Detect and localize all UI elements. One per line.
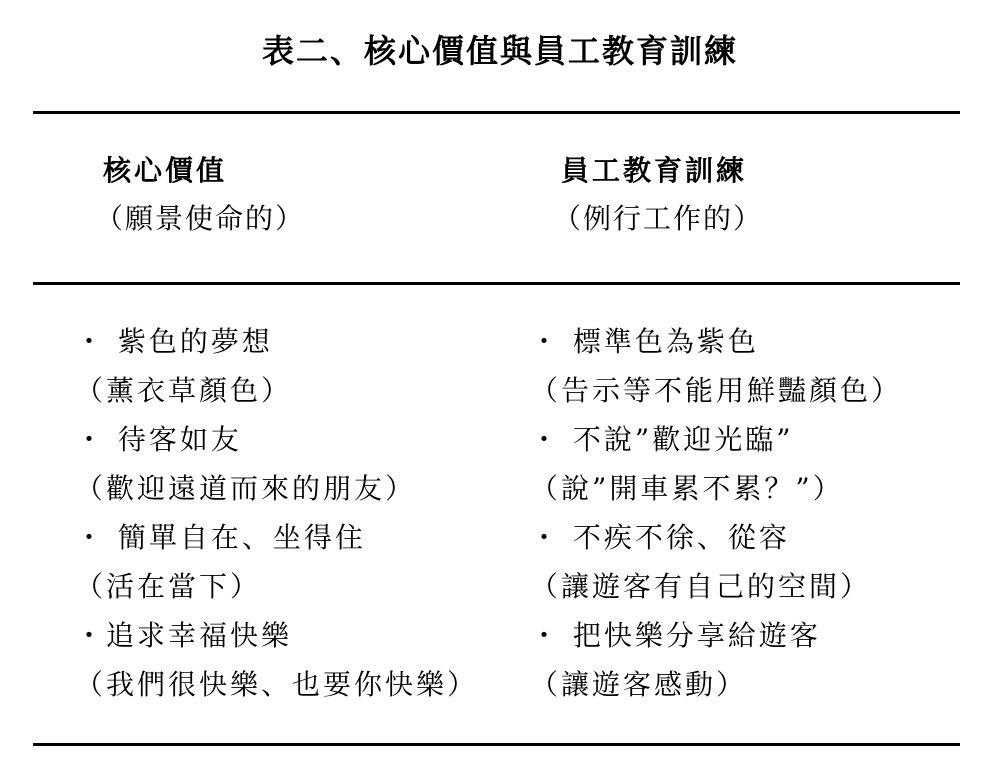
list-item: （活在當下） <box>75 570 262 603</box>
header-staff-training <box>553 154 763 236</box>
list-item: ・ 把快樂分享給遊客 <box>530 619 821 652</box>
list-item: （告示等不能用鮮豔顏色） <box>530 374 903 407</box>
header-core-values-label: 核心價值 <box>103 154 228 187</box>
table-title: 表二、核心價值與員工教育訓練 <box>261 32 738 70</box>
list-item: （歡迎遠道而來的朋友） <box>75 472 417 505</box>
staff-training-list <box>530 325 902 717</box>
bottom-rule <box>33 743 960 746</box>
list-item: （薰衣草顏色） <box>75 374 293 407</box>
header-rule <box>33 282 960 285</box>
header-staff-training-label: 員工教育訓練 <box>561 154 748 187</box>
list-item: ・ 待客如友 <box>75 423 242 456</box>
header-core-values <box>95 154 305 236</box>
header-staff-training-sublabel: （例行工作的） <box>553 202 764 235</box>
list-item: ・追求幸福快樂 <box>75 619 293 652</box>
header-core-values-sublabel: （願景使命的） <box>95 202 306 235</box>
list-item: （讓遊客感動） <box>530 668 748 701</box>
list-item: ・ 不疾不徐、從容 <box>530 521 790 554</box>
list-item: ・ 簡單自在、坐得住 <box>75 521 366 554</box>
list-item: ・ 紫色的夢想 <box>75 325 273 358</box>
list-item: （讓遊客有自己的空間） <box>530 570 872 603</box>
list-item: （我們很快樂、也要你快樂） <box>75 668 479 701</box>
list-item: ・ 不說”歡迎光臨” <box>530 423 794 456</box>
list-item: （說”開車累不累？”） <box>530 472 844 505</box>
list-item: ・ 標準色為紫色 <box>530 325 759 358</box>
core-values-list <box>75 325 478 717</box>
top-rule <box>33 111 960 114</box>
